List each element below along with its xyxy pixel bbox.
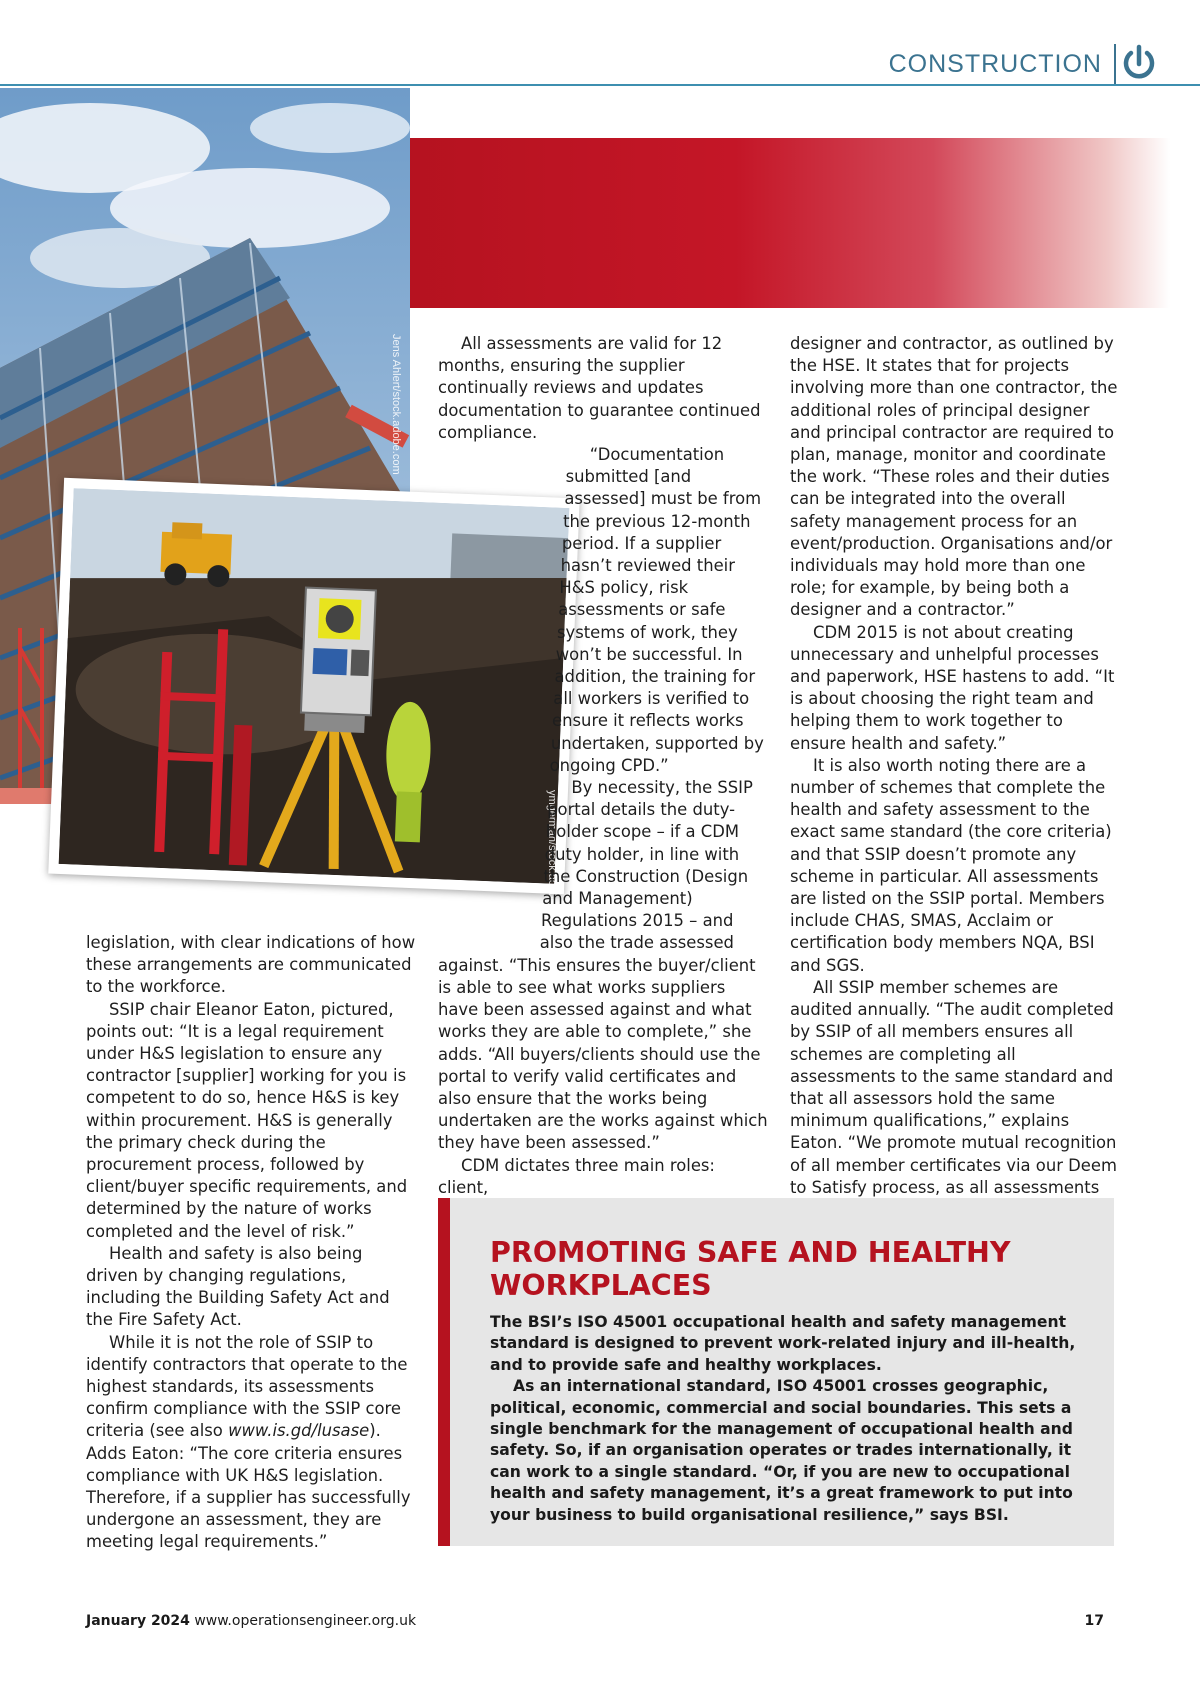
paragraph: All assessments are valid for 12 months, ensuring the supplier continually reviews and updates documentation to guarantee continued compliance. — [438, 334, 761, 442]
paragraph: Health and safety is also being driven by changing regulations, including the Building Safety Act and the Fire Safety Act. — [86, 1243, 390, 1330]
boxout-paragraph: The BSI’s ISO 45001 occupational health and safety management standard is designed to prevent work-related injury and ill-health, and to provide safe and healthy workplaces. — [490, 1313, 1076, 1374]
header-separator — [1114, 44, 1116, 84]
article-column-1 — [86, 932, 416, 1554]
boxout-title: PROMOTING SAFE AND HEALTHY WORKPLACES — [490, 1236, 1011, 1302]
header-rule — [0, 84, 1200, 86]
paragraph: SSIP chair Eleanor Eaton, pictured, points out: “It is a legal requirement under H&S legislation to ensure any contractor [supplier] working for you is competent to do so, hence H&S is key within procurement. H&S is generally the primary check during the procurement process, followed by client/buyer specific requirements, and determined by the nature of works completed and the level of risk.” — [86, 999, 408, 1241]
paragraph: legislation, with clear indications of how these arrangements are communicated to the workforce. — [86, 933, 416, 997]
article-column-2 — [438, 333, 770, 1199]
article-column-3 — [790, 333, 1120, 1221]
footer-url[interactable]: www.operationsengineer.org.uk — [194, 1613, 417, 1629]
red-banner — [380, 138, 1170, 308]
hero-photo-credit: Jens Ahlert/stock.adobe.com — [390, 334, 402, 475]
paragraph — [86, 1332, 416, 1554]
paragraph: CDM 2015 is not about creating unnecessary and unhelpful processes and paperwork, HSE hastens to add. “It is about choosing the right team and helping them to work together to ensure health and safety.” — [790, 622, 1115, 753]
reference-link[interactable]: www.is.gd/lusase — [228, 1421, 370, 1441]
paragraph-text: All SSIP member schemes are audited annually. “The audit completed by SSIP of all members ensures all schemes are completing all assessments to the same standard and that all assessors hold the same minimum qualifications,” explains Eaton. “We promote mutual recognition of all member certificates via our Deem to Satisfy process, as all assessments — [790, 977, 1117, 1197]
paragraph-text: ). Adds Eaton: “The core criteria ensures compliance with UK H&S legislation. Therefore, if a supplier has successfully undergone an assessment, they are meeting legal requirements.” — [86, 1421, 411, 1552]
boxout-accent-bar — [438, 1198, 450, 1546]
paragraph: It is also worth noting there are a number of schemes that complete the health and safety assessment to the exact same standard (the core criteria) and that SSIP doesn’t promote any scheme in particular. All assessments are listed on the SSIP portal. Members include CHAS, SMAS, Acclaim or certification body members NQA, BSI and SGS. — [790, 755, 1112, 975]
boxout-paragraph: As an international standard, ISO 45001 crosses geographic, political, economic, commercial and social boundaries. This sets a single benchmark for the management of occupational health and safety. So, if an organisation operates or trades internationally, it can work to a single standard. “Or, if you are new to occupational health and safety management, it’s a great framework to put into your business to build organisational resilience,” says BSI. — [490, 1377, 1073, 1524]
footer — [86, 1613, 416, 1629]
paragraph: By necessity, the SSIP portal details the duty-holder scope – if a CDM duty holder, in line with the Construction (Design and Management) Regulations 2015 – and also the trade assessed against. “This ensures the buyer/client is able to see what works suppliers have been assessed against and what works they are able to complete,” she adds. “All buyers/clients should use the portal to verify valid certificates and also ensure that the works being undertaken are the works against which they have been assessed.” — [438, 778, 768, 1153]
paragraph: “Documentation submitted [and assessed] must be from the previous 12-month period. If a supplier hasn’t reviewed their H&S policy, risk assessments or safe systems of work, they won’t be successful. In addition, the training for all workers is verified to ensure it reflects works undertaken, supported by ongoing CPD.” — [549, 445, 764, 775]
section-label: CONSTRUCTION — [888, 50, 1102, 78]
paragraph: CDM dictates three main roles: client, — [438, 1155, 715, 1197]
paragraph: designer and contractor, as outlined by the HSE. It states that for projects involving more than one contractor, the additional roles of principal designer and principal contractor are required to plan, manage, monitor and coordinate the work. “These roles and their duties can be integrated into the overall safety management process for an event/production. Organisations and/or individuals may hold more than one role; for example, by being both a designer and a contractor.” — [790, 334, 1118, 620]
power-icon — [1120, 44, 1158, 84]
boxout-panel — [438, 1198, 1114, 1546]
issue-date: January 2024 — [86, 1613, 190, 1629]
paragraph-text: While it is not the role of SSIP to identify contractors that operate to the highest standards, its assessments confirm compliance with the SSIP core criteria (see also — [86, 1332, 408, 1441]
boxout-body — [490, 1312, 1096, 1526]
page-number: 17 — [1084, 1613, 1104, 1629]
inset-photo-credit: ymgerman/stock.adobe.com — [546, 790, 558, 929]
paragraph — [790, 977, 1120, 1221]
